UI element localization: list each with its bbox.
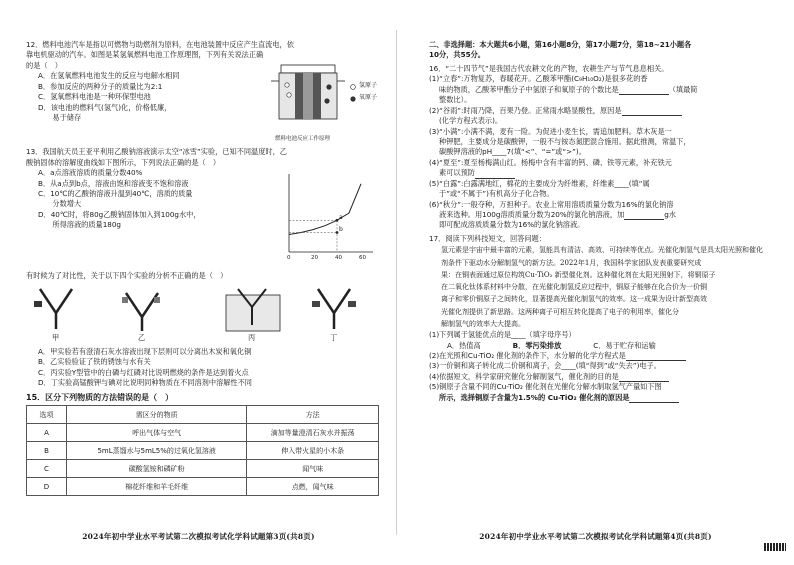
question-15 (26, 392, 379, 497)
label-yi: 乙 (138, 333, 146, 343)
q12-stem-3: 的是（ ） (26, 60, 62, 70)
q12-figure (261, 61, 379, 144)
table-row (27, 442, 379, 460)
q13-option-d-cont: 所得溶液的质量180g (38, 220, 121, 230)
q12-figure-caption: 燃料电池反应工作原理 (275, 136, 331, 143)
passage-line: 光催化剂提供了新思路。这两种离子可相互转化提高了电子的利用率，催化分 (441, 307, 679, 316)
question-12 (26, 40, 379, 144)
x-tick-label: 60 (359, 255, 366, 262)
q15-table (26, 405, 379, 496)
solubility-line (289, 184, 361, 235)
question-17 (429, 234, 780, 403)
passage-line: 果：在铜表面通过原位构筑Cu-TiO₂ 新型催化剂。这种催化剂在太阳光照射下，将铜原子 (441, 270, 716, 279)
q13-option-b: B．从a点到b点，溶液由饱和溶液变不饱和溶液 (38, 178, 189, 188)
q15-stem: 15．区分下列物质的方法错误的是（ ） (26, 392, 174, 402)
q12-stem-2: 靠电机驱动的汽车。如图是某氢氧燃料电池工作原理图，下列有关说法正确 (26, 50, 264, 60)
q13-stem-2: 酸钠固体的溶解度曲线如下图所示，下列说法正确的是（ ） (26, 157, 221, 167)
q13-option-c: C．10℃的乙酸钠溶液升温到40℃，溶质的质量 (38, 189, 193, 199)
table-header: 方法 (247, 406, 379, 424)
q17-sub-5b: 所示，选择铜原子含量为1.5%的 Cu-TiO₂ 催化剂的原因是 (439, 392, 630, 402)
q16-p2a: (2)“谷雨”:时雨乃降，百果乃登。正常雨水略显酸性，原因是 (429, 105, 622, 115)
table-cell: 碳酸氢铵和磷矿粉 (67, 460, 247, 478)
label-bing: 丙 (248, 333, 256, 343)
passage-line: 氢元素是宇宙中最丰富的元素，氢能具有清洁、高效、可持续等优点。光催化制氢气是具太阳光照和催化 (441, 246, 763, 255)
q16-p6b: 液来选种。用100g溶质质量分数为20%的氯化钠溶液，加 (439, 210, 625, 219)
passage-line: 剂条件下驱动水分解制氢气的新方法。2022年1月，我国科学家团队发表重要研究成 (441, 258, 702, 267)
q13-option-a: A．a点溶液溶质的质量分数40% (38, 168, 143, 178)
q16-p2b: (化学方程式表示)。 (439, 116, 503, 126)
footer-page-4: 2024年初中学业水平考试第二次模拟考试化学科试题第4页(共8页) (479, 532, 712, 542)
q14-option-d: D．丁实验高锰酸钾与碘对比说明同种物质在不同溶剂中溶解性不同 (38, 378, 252, 388)
q16-p4b: 素可以预防 (439, 168, 475, 178)
passage-line: 解制氢气的效率大大提高。 (441, 319, 525, 328)
label-jia: 甲 (52, 333, 60, 343)
watermark-logo (764, 543, 786, 551)
legend-oxygen: 氧原子 (359, 93, 378, 101)
footer-page-3: 2024年初中学业水平考试第二次模拟考试化学科试题第3页(共8页) (82, 532, 315, 542)
q12-option-d: D．该电池的燃料气(氢气)化，价格低廉， (38, 102, 172, 112)
q16-p3c: 碳酸钾溶液的pH____7(填“<”、“=”或“>”)。 (439, 147, 586, 157)
q16-p1d: 整数比）。 (439, 95, 472, 105)
x-tick-label: 40 (335, 255, 342, 262)
q17-option-c: C．易于贮存和运输 (593, 340, 656, 350)
q17-intro: 17．阅读下列科技短文，回答问题： (429, 233, 546, 243)
question-14 (26, 271, 379, 389)
x-tick-label: 0 (287, 255, 291, 262)
table-cell: D (27, 478, 67, 496)
q16-p3a: (3)“小满”:小满不满，麦有一险。为促进小麦生长，需追加肥料。草木灰是一 (429, 126, 672, 136)
table-row (27, 424, 379, 442)
table-cell: 滴加等量澄清石灰水并振荡 (247, 424, 379, 442)
y-tube-experiments (26, 283, 376, 337)
point-label: b (339, 226, 343, 234)
q17-passage (429, 244, 780, 330)
q16-p6c: g水 (664, 210, 676, 219)
q16-p3b: 种钾肥，主要成分是碳酸钾，一般不与铵态氮肥混合施用。据此推测，常温下， (439, 136, 691, 146)
q14-figures (26, 283, 379, 345)
point-label: a (339, 213, 343, 221)
solubility-chart (275, 168, 379, 267)
q16-p5b: 于”或“不属于”)有机高分子化合物。 (439, 189, 554, 199)
q17-sub-5a: (5)铜原子含量不同的Cu-TiO₂ 催化剂在光催化分解水制取氢气产量如下图 (429, 382, 662, 392)
q14-stem: 有时候为了对比性，关于以下四个实验的分析不正确的是（ ） (26, 270, 228, 280)
q16-p6a: (6)“秋分”:一般夺种，万担种子。农业上常用溶质质量分数为16%的氯化钠溶 (429, 199, 674, 209)
q12-option-c: C．氢氧燃料电池是一种环保型电池 (38, 92, 151, 102)
table-cell: 伸入带火星的小木条 (247, 442, 379, 460)
passage-line: 离子和零价铜原子之间转化，显著提高光催化制氢气的效率。这一成果为设计新型高效 (441, 295, 707, 304)
label-ding: 丁 (330, 333, 338, 343)
q13-option-d: D．40℃时，将80g乙酸钠固体加入到100g水中， (38, 209, 201, 219)
q16-p6d: 即可配成溶质质量分数为16%的氯化钠溶液。 (439, 220, 585, 230)
q17-sub-4: (4)依据短文，科学家研究催化分解制氢气，催化剂的目的是 (429, 371, 619, 381)
x-tick-label: 20 (311, 255, 318, 262)
solubility-curve-svg (275, 168, 379, 264)
table-cell: 5mL蒸馏水与5mL5%的过氧化氢溶液 (67, 442, 247, 460)
question-16 (429, 64, 780, 231)
table-cell: B (27, 442, 67, 460)
legend-hydrogen: 氢原子 (359, 81, 378, 89)
table-row (27, 478, 379, 496)
page-right (397, 0, 794, 565)
q14-option-a: A．甲实验若有澄清石灰水溶液出现下层则可以分离出木炭和氧化铜 (38, 347, 252, 357)
table-cell: 点燃，闻气味 (247, 478, 379, 496)
q16-intro: 16．“二十四节气”是我国古代农耕文化的产物，农耕生产与节气息息相关。 (429, 63, 669, 73)
table-header-row (27, 406, 379, 424)
q12-option-d-cont: 易于储存 (38, 113, 82, 123)
q12-option-b: B．参加反应的两种分子的质量比为2:1 (38, 81, 163, 91)
q12-stem-1: 12．燃料电池汽车是指以可燃物与助燃剂为原料，在电池装置中反应产生直流电，依 (26, 40, 294, 49)
table-header: 选项 (27, 406, 67, 424)
table-cell: C (27, 460, 67, 478)
q16-p1b: 味的物质，乙酸苯甲酯分子中氢原子和氧原子的个数比是 (439, 84, 619, 94)
q17-option-a: A．热值高 (447, 340, 481, 350)
q16-p5a: (5)“白露”:白露满地红，棉花的主要成分为纤维素，纤维素____(填“属 (429, 178, 650, 188)
q17-option-b: B．零污染排放 (512, 340, 562, 350)
q12-option-a: A．在氢氧燃料电池发生的反应与电解水相同 (38, 71, 180, 81)
table-cell: 呼出气体与空气 (67, 424, 247, 442)
q17-sub-1-options (429, 341, 780, 351)
table-cell: 棉花纤维和羊毛纤维 (67, 478, 247, 496)
q13-stem-1: 13．我国航天员王亚平利用乙酸钠溶液演示太空“冰雪”实验，已知不同温度时，乙 (26, 147, 287, 157)
q14-option-c: C．丙实验Y型管中的白磷与红磷对比说明燃烧的条件是达到着火点 (38, 367, 249, 377)
q16-p4a: (4)“夏至”:夏至杨梅满山红。杨梅中含有丰富的钙、磷、铁等元素，补充铁元 (429, 157, 672, 167)
question-13 (26, 147, 379, 267)
table-cell: 闻气味 (247, 460, 379, 478)
table-header: 需区分的物质 (67, 406, 247, 424)
section-heading-cont: 10分，共55分。 (429, 50, 485, 60)
q16-p1a: (1)“立春”:万物复苏，春暖花开。乙酸苯甲酯(C₉H₁₀O₂)是很多花的香 (429, 74, 648, 84)
table-row (27, 460, 379, 478)
section-heading: 二、非选择题：本大题共6小题，第16小题8分，第17小题7分，第18~21小题各 (429, 40, 692, 49)
q13-option-c-cont: 分数增大 (38, 199, 82, 209)
q17-sub-1: (1)下列属于氢能优点的是____（填字母序号） (429, 330, 576, 340)
q17-sub-2: (2)在光照和Cu-TiO₂ 催化剂的条件下，水分解的化学方程式是 (429, 350, 626, 360)
q14-option-b: B．乙实验验证了铁的锈蚀与水有关 (38, 357, 151, 367)
q16-p1c: （填最简 (668, 84, 698, 94)
passage-line: 在二氧化钛体系材料中分散，在光催化制氢反应过程中，铜原子能够在化合价为一价铜 (441, 283, 707, 292)
q17-sub-3: (3)一价铜和离子转化成二价铜和离子，会____(填“得到”或“失去”)电子。 (429, 361, 661, 371)
table-cell: A (27, 424, 67, 442)
